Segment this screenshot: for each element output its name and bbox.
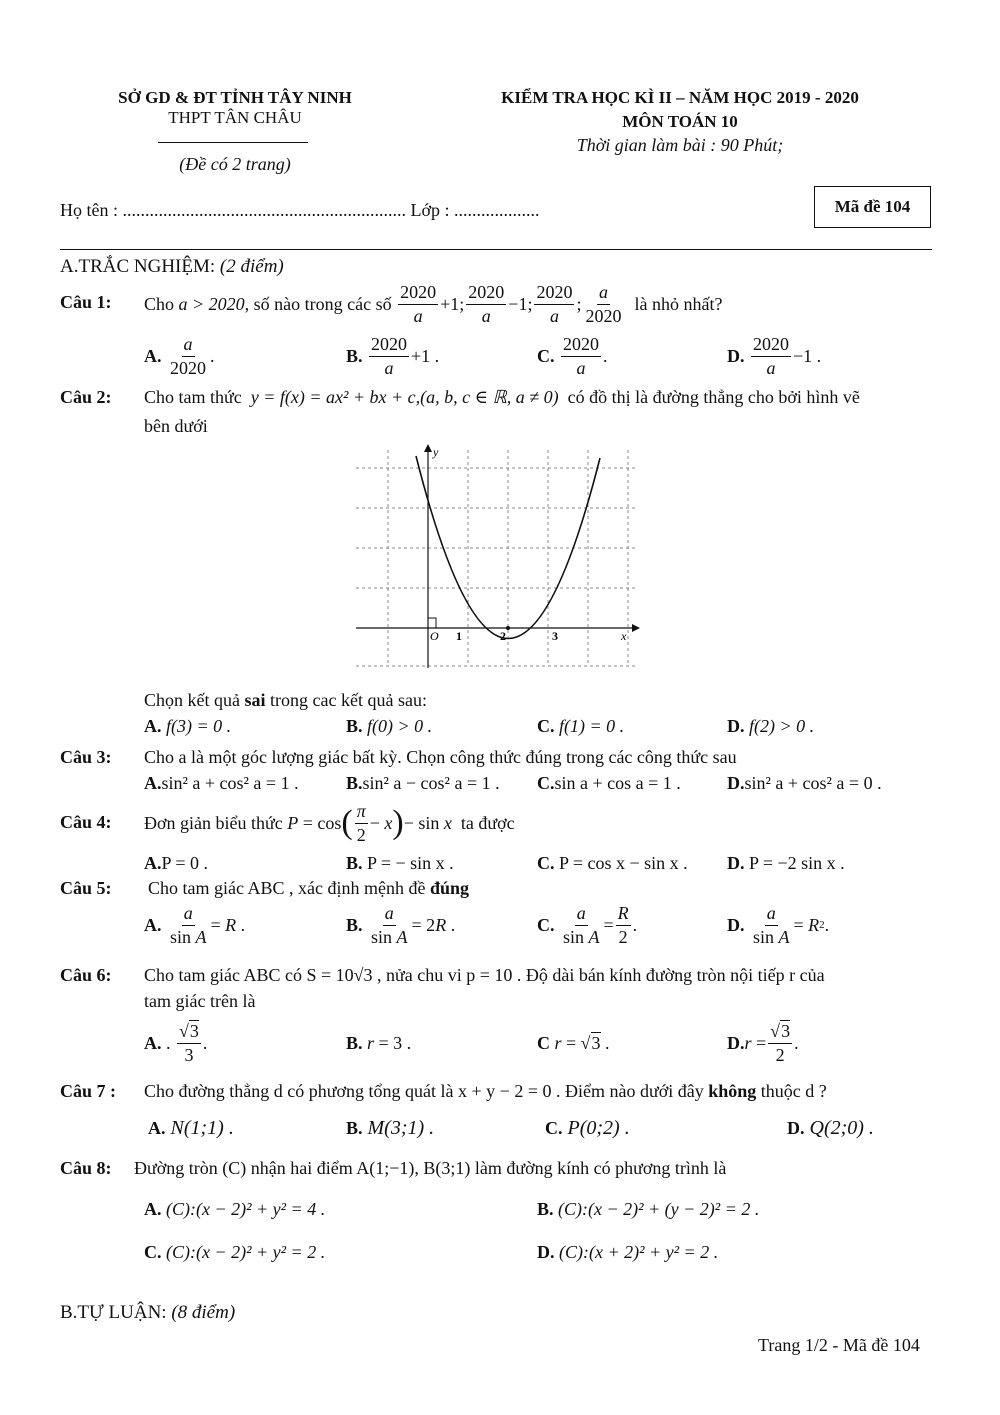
q6-text: Cho tam giác ABC có S = 10√3 , nửa chu vi p = 10 . Độ dài bán kính đường tròn nội tiếp r của: [144, 965, 825, 985]
tick-label-1: 1: [456, 629, 462, 643]
duration: Thời gian làm bài : 90 Phút;: [576, 135, 784, 155]
exam-title: KIỂM TRA HỌC KÌ II – NĂM HỌC 2019 - 2020: [501, 88, 859, 107]
q2-option-a[interactable]: A. f(3) = 0 .: [144, 716, 232, 736]
exam-code: Mã đề 104: [834, 197, 911, 216]
pages-note: (Đề có 2 trang): [179, 154, 291, 174]
name-class-line: Họ tên : ............................................................... Lớp : ...................: [60, 200, 540, 220]
q2-option-d[interactable]: D. f(2) > 0 .: [727, 716, 815, 736]
x-axis-arrow: [632, 624, 640, 632]
subject: MÔN TOÁN 10: [622, 112, 738, 131]
q5-option-a[interactable]: A. $\frac{a}{\text{sin A}}$ = R .: [144, 902, 246, 947]
q1-condition: a > 2020: [178, 293, 245, 314]
q5-label: Câu 5:: [60, 878, 112, 898]
q2-text: Cho tam thức y = f(x) = ax² + bx + c,(a, b, c ∈ ℝ, a ≠ 0) có đồ thị là đường thẳng cho bởi hình vẽ: [144, 387, 860, 407]
q3-option-c[interactable]: C.sin a + cos a = 1 .: [537, 773, 681, 793]
q3-option-a[interactable]: A.sin² a + cos² a = 1 .: [144, 773, 299, 793]
q5-option-d[interactable]: D. $\frac{a}{\text{sin A}}$ = R 2 .: [727, 902, 830, 947]
q8-option-a[interactable]: A. (C):(x − 2)² + y² = 4 .: [144, 1199, 326, 1219]
right-angle-mark: [428, 618, 436, 628]
q1-fraction: $\frac{2020}{a}$: [536, 281, 573, 326]
section-divider: [60, 249, 932, 250]
q4-option-b[interactable]: B. P = − sin x .: [346, 853, 454, 873]
q4-text: Đơn giản biểu thức P = cos ( $\frac{\pi}{2}$ − x ) − sin x ta được: [144, 800, 515, 845]
q6-option-a[interactable]: A. . $\frac{√3}{3}$ .: [144, 1020, 208, 1065]
q7-text: Cho đường thẳng d có phương tổng quát là x + y − 2 = 0 . Điểm nào dưới đây không thuộc d ?: [144, 1081, 827, 1101]
q2-label: Câu 2:: [60, 387, 112, 407]
q6-option-b[interactable]: B. r = 3 .: [346, 1033, 412, 1053]
q5-option-c[interactable]: C. $\frac{a}{\text{sin A}}$ = $\frac{R}{2}$ .: [537, 902, 638, 947]
q3-label: Câu 3:: [60, 747, 112, 767]
q2-option-c[interactable]: C. f(1) = 0 .: [537, 716, 625, 736]
y-axis-arrow: [424, 444, 432, 452]
q3-text: Cho a là một góc lượng giác bất kỳ. Chọn công thức đúng trong các công thức sau: [144, 747, 737, 767]
origin-label: O: [430, 629, 439, 643]
q4-label: Câu 4:: [60, 812, 112, 832]
q6-text-cont: tam giác trên là: [144, 991, 256, 1011]
q7-option-b[interactable]: B. M(3;1) .: [346, 1117, 435, 1139]
q1-option-c[interactable]: C. $\frac{2020}{a}$ .: [537, 333, 608, 378]
q1-option-b[interactable]: B. $\frac{2020}{a}$ +1 .: [346, 333, 440, 378]
x-axis-label: x: [621, 629, 627, 643]
y-axis-label: y: [433, 445, 439, 459]
q6-label: Câu 6:: [60, 965, 112, 985]
q1-label: Câu 1:: [60, 292, 112, 312]
q7-option-a[interactable]: A. N(1;1) .: [148, 1117, 234, 1139]
q2-text-cont: bên dưới: [144, 416, 208, 436]
q3-option-b[interactable]: B.sin² a − cos² a = 1 .: [346, 773, 500, 793]
q8-label: Câu 8:: [60, 1158, 112, 1178]
school-name: THPT TÂN CHÂU: [168, 108, 302, 127]
q8-option-b[interactable]: B. (C):(x − 2)² + (y − 2)² = 2 .: [537, 1199, 760, 1219]
q1-text: Cho a > 2020 , số nào trong các số $\frac{2020}{a}$ +1; $\frac{2020}{a}$ −1; $\frac{2020}{a}$ ; $\frac{a}{2020}$ là nhỏ nhất?: [144, 281, 723, 326]
q7-option-d[interactable]: D. Q(2;0) .: [787, 1117, 874, 1139]
q4-option-a[interactable]: A.P = 0 .: [144, 853, 208, 873]
section-a-heading: A.TRẮC NGHIỆM: (2 điểm): [60, 256, 284, 277]
tick-label-2: 2: [500, 629, 506, 643]
page-footer: Trang 1/2 - Mã đề 104: [758, 1335, 920, 1355]
parabola-graph: [356, 440, 640, 670]
section-b-heading: B.TỰ LUẬN: (8 điểm): [60, 1302, 236, 1323]
q7-label: Câu 7 :: [60, 1081, 117, 1101]
q1-option-a[interactable]: A. $\frac{a}{2020}$ .: [144, 333, 215, 378]
q5-option-b[interactable]: B. $\frac{a}{\text{sin A}}$ = 2 R .: [346, 902, 456, 947]
q3-option-d[interactable]: D.sin² a + cos² a = 0 .: [727, 773, 882, 793]
q4-option-c[interactable]: C. P = cos x − sin x .: [537, 853, 688, 873]
q2-prompt: Chọn kết quả sai trong cac kết quả sau:: [144, 690, 427, 710]
vertex-tick-2: [506, 626, 510, 630]
q1-option-d[interactable]: D. $\frac{2020}{a}$ −1 .: [727, 333, 822, 378]
q1-fraction: $\frac{2020}{a}$: [400, 281, 437, 326]
q6-option-c[interactable]: C r = √3 .: [537, 1033, 610, 1053]
q4-option-d[interactable]: D. P = −2 sin x .: [727, 853, 845, 873]
exam-code-box: [814, 186, 931, 228]
tick-label-3: 3: [552, 629, 558, 643]
q2-option-b[interactable]: B. f(0) > 0 .: [346, 716, 433, 736]
q7-option-c[interactable]: C. P(0;2) .: [545, 1117, 630, 1139]
q6-option-d[interactable]: D. r = $\frac{√3}{2}$ .: [727, 1020, 799, 1065]
department-name: SỞ GD & ĐT TỈNH TÂY NINH: [118, 88, 352, 107]
header-divider: [158, 142, 308, 143]
q5-text: Cho tam giác ABC , xác định mệnh đề đúng: [148, 878, 469, 898]
q8-option-d[interactable]: D. (C):(x + 2)² + y² = 2 .: [537, 1242, 719, 1262]
q1-fraction: $\frac{a}{2020}$: [585, 281, 622, 326]
q1-fraction: $\frac{2020}{a}$: [468, 281, 505, 326]
q8-option-c[interactable]: C. (C):(x − 2)² + y² = 2 .: [144, 1242, 326, 1262]
q8-text: Đường tròn (C) nhận hai điểm A(1;−1), B(3;1) làm đường kính có phương trình là: [134, 1158, 727, 1178]
